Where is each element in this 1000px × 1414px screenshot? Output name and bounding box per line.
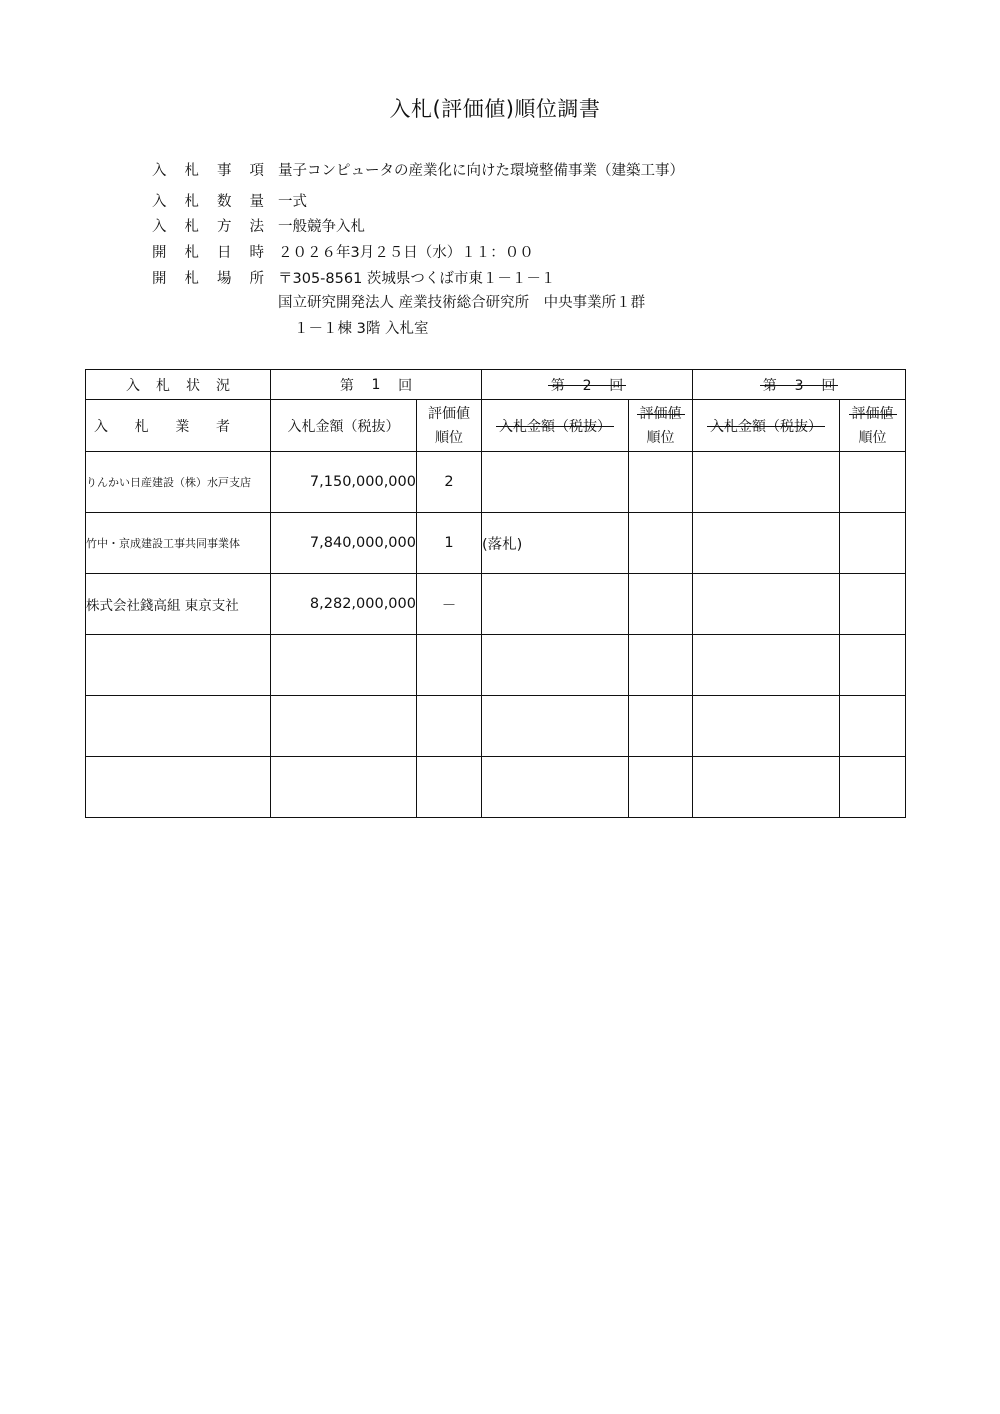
table-row (86, 635, 906, 696)
round-3-amount-cell (693, 696, 840, 757)
round-2-header (482, 370, 693, 400)
bidder-name (86, 757, 271, 818)
info-date-label: 開 札 日 時 (152, 245, 264, 261)
info-item-value: 量子コンピュータの産業化に向けた環境整備事業（建築工事） (278, 163, 684, 179)
round-3-header (693, 370, 906, 400)
round-3-amount-cell (693, 757, 840, 818)
round-3-amount-cell (693, 574, 840, 635)
round-2-rank-cell (629, 696, 693, 757)
bid-rank: 2 (417, 452, 482, 513)
bid-rank (417, 635, 482, 696)
round-3-rank-cell (840, 452, 906, 513)
table-row (86, 513, 906, 574)
rank-header-round-2: 評価値 順位 (629, 400, 693, 452)
round-2-struck-label: 第 2 回 (551, 375, 624, 395)
table-row (86, 574, 906, 635)
bid-amount (271, 696, 417, 757)
bidder-name: 株式会社錢高組 東京支社 (86, 574, 271, 635)
info-quantity-label: 入 札 数 量 (152, 194, 264, 210)
bid-status-header: 入 札 状 況 (86, 370, 271, 400)
info-method-label: 入 札 方 法 (152, 219, 264, 235)
amount-header-round-2: 入札金額（税抜） (482, 400, 629, 452)
info-item-label: 入 札 事 項 (152, 163, 264, 179)
bidder-name: りんかい日産建設（株）水戸支店 (86, 452, 271, 513)
table-row (86, 452, 906, 513)
bid-amount (271, 757, 417, 818)
info-place-line3: １－１棟 3階 入札室 (294, 321, 429, 337)
table-row (86, 696, 906, 757)
bid-amount: 7,840,000,000 (271, 513, 417, 574)
round-2-note (482, 635, 629, 696)
bidder-name (86, 696, 271, 757)
amount-header-round-1: 入札金額（税抜） (271, 400, 417, 452)
bidder-header: 入 札 業 者 (86, 400, 271, 452)
bidder-name (86, 635, 271, 696)
round-2-rank-cell (629, 452, 693, 513)
round-3-rank-cell (840, 635, 906, 696)
round-3-rank-cell (840, 574, 906, 635)
bid-ranking-table (85, 369, 906, 818)
round-3-amount-cell (693, 513, 840, 574)
amount-header-round-3: 入札金額（税抜） (693, 400, 840, 452)
round-2-note (482, 452, 629, 513)
round-2-rank-cell (629, 574, 693, 635)
round-2-note (482, 574, 629, 635)
round-1-header: 第 1 回 (271, 370, 482, 400)
round-3-amount-cell (693, 635, 840, 696)
round-3-rank-cell (840, 757, 906, 818)
rank-header-round-1: 評価値 順位 (417, 400, 482, 452)
rank-header-round-3: 評価値 順位 (840, 400, 906, 452)
round-3-rank-cell (840, 513, 906, 574)
table-row (86, 757, 906, 818)
bidder-name: 竹中・京成建設工事共同事業体 (86, 513, 271, 574)
info-place-label: 開 札 場 所 (152, 271, 264, 287)
round-2-rank-cell (629, 757, 693, 818)
bid-amount: 7,150,000,000 (271, 452, 417, 513)
info-date-value: ２０２６年3月２５日（水）１１：００ (278, 245, 534, 261)
bid-rank (417, 696, 482, 757)
bid-rank: 1 (417, 513, 482, 574)
info-method-value: 一般競争入札 (278, 219, 365, 235)
bid-rank: － (417, 574, 482, 635)
round-3-struck-label: 第 3 回 (763, 375, 836, 395)
table-header-rounds (86, 370, 906, 400)
round-2-note: (落札) (482, 513, 629, 574)
round-2-rank-cell (629, 513, 693, 574)
document-title: 入札(評価値)順位調書 (389, 97, 601, 121)
info-place-value: 〒305-8561 茨城県つくば市東１－１－１ (278, 271, 556, 287)
bid-amount: 8,282,000,000 (271, 574, 417, 635)
table-header-columns (86, 400, 906, 452)
round-3-rank-cell (840, 696, 906, 757)
round-2-note (482, 757, 629, 818)
info-place-line2: 国立研究開発法人 産業技術総合研究所 中央事業所１群 (278, 295, 646, 311)
bid-rank (417, 757, 482, 818)
bid-amount (271, 635, 417, 696)
round-2-note (482, 696, 629, 757)
round-2-rank-cell (629, 635, 693, 696)
round-3-amount-cell (693, 452, 840, 513)
info-quantity-value: 一式 (278, 194, 307, 210)
